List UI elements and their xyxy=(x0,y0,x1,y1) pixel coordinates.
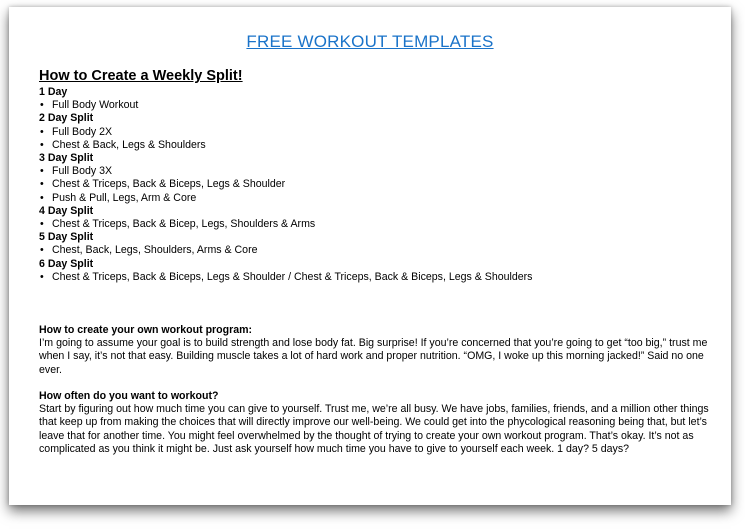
split-item xyxy=(39,165,719,178)
document-page xyxy=(9,7,731,505)
split-group-label: 1 Day xyxy=(39,86,68,98)
split-item-text: Full Body Workout xyxy=(52,99,139,112)
page-title[interactable]: FREE WORKOUT TEMPLATES xyxy=(246,32,494,51)
split-item xyxy=(39,126,719,139)
bullet-icon: • xyxy=(40,125,44,138)
split-item xyxy=(39,178,719,191)
split-item-text: Chest & Triceps, Back & Bicep, Legs, Shoulders & Arms xyxy=(52,218,316,231)
bullet-icon: • xyxy=(40,178,44,191)
how-often-body: Start by figuring out how much time you can give to yourself. Trust me, we’re all busy. We have jobs, families, friends, and a million other things that keep up from making the choices that will directly improve our well-being. We could get into the phycological reasoning being that, but let’s leave that for another time. You might feel overwhelmed by the thought of trying to create your own workout program. That’s okay. It’s not as complicated as you think it might be. Just ask yourself how much time you have to give to yourself each week. 1 day? 5 days? xyxy=(39,403,709,455)
split-item xyxy=(39,271,719,284)
own-program-question: How to create your own workout program: xyxy=(39,324,253,336)
bullet-icon: • xyxy=(40,244,44,257)
split-item xyxy=(39,99,719,112)
bullet-icon: • xyxy=(40,99,44,112)
split-item-text: Chest & Triceps, Back & Biceps, Legs & Shoulder / Chest & Triceps, Back & Biceps, Legs & Shoulders xyxy=(52,270,533,283)
split-item xyxy=(39,139,719,152)
bullet-icon: • xyxy=(40,138,44,151)
own-program-section xyxy=(39,324,709,377)
weekly-split-list xyxy=(39,86,719,284)
how-often-question: How often do you want to workout? xyxy=(39,390,219,402)
split-item xyxy=(39,192,719,205)
split-item xyxy=(39,244,719,257)
split-item-text: Chest & Back, Legs & Shoulders xyxy=(52,138,206,151)
split-group-label: 6 Day Split xyxy=(39,257,94,270)
bullet-icon: • xyxy=(40,191,44,204)
split-group-label: 3 Day Split xyxy=(39,152,94,165)
split-item-text: Full Body 3X xyxy=(52,165,113,178)
split-group-label: 4 Day Split xyxy=(39,204,94,217)
weekly-split-heading: How to Create a Weekly Split! xyxy=(39,68,243,84)
split-item-text: Chest, Back, Legs, Shoulders, Arms & Core xyxy=(52,244,258,257)
split-item xyxy=(39,218,719,231)
bullet-icon: • xyxy=(40,270,44,283)
split-group-label: 2 Day Split xyxy=(39,112,94,125)
split-item-text: Chest & Triceps, Back & Biceps, Legs & Shoulder xyxy=(52,178,286,191)
bullet-icon: • xyxy=(40,218,44,231)
split-item-text: Push & Pull, Legs, Arm & Core xyxy=(52,191,197,204)
how-often-section xyxy=(39,390,709,456)
split-item-text: Full Body 2X xyxy=(52,125,113,138)
split-group-label: 5 Day Split xyxy=(39,231,94,244)
own-program-body: I’m going to assume your goal is to build strength and lose body fat. Big surprise! If you’re concerned that you’re going to get “too big,” trust me when I say, it’s not that easy. Building muscle takes a lot of hard work and proper nutrition. “OMG, I woke up this morning jacked!” Said no one ever. xyxy=(39,337,708,376)
bullet-icon: • xyxy=(40,165,44,178)
